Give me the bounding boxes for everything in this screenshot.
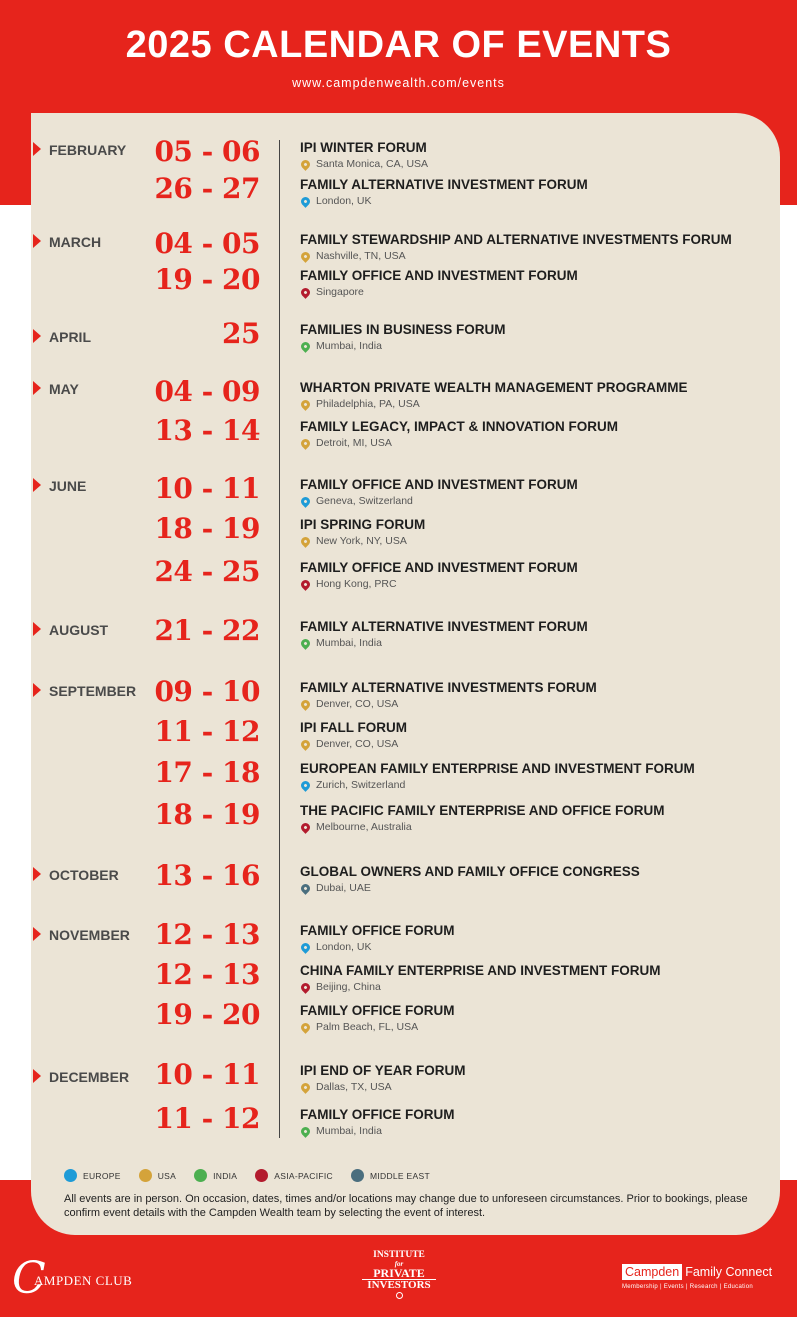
event-name: FAMILY OFFICE FORUM <box>300 923 455 938</box>
event-name: FAMILY LEGACY, IMPACT & INNOVATION FORUM <box>300 419 619 434</box>
campden-club-logo[interactable] <box>12 1255 172 1305</box>
event-date: 11 - 12 <box>154 715 260 748</box>
event-item[interactable] <box>300 177 770 208</box>
month-label: DECEMBER <box>49 1069 130 1085</box>
location-pin-icon <box>299 437 312 450</box>
location-pin-icon <box>299 578 312 591</box>
event-location-text: New York, NY, USA <box>316 535 407 547</box>
event-name: IPI WINTER FORUM <box>300 140 427 155</box>
event-item[interactable] <box>300 619 770 650</box>
month-arrow-icon <box>33 867 41 881</box>
month-label: APRIL <box>49 329 91 345</box>
location-pin-icon <box>299 981 312 994</box>
event-location-text: Melbourne, Australia <box>316 821 412 833</box>
event-item[interactable] <box>300 1003 770 1034</box>
family-connect-tagline: Membership | Events | Research | Education <box>622 1284 753 1290</box>
event-location <box>300 737 770 751</box>
ipi-logo-line: INVESTORS <box>367 1279 431 1291</box>
event-location-text: Santa Monica, CA, USA <box>316 158 429 170</box>
month-arrow-icon <box>33 478 41 492</box>
event-location-text: Geneva, Switzerland <box>316 495 413 507</box>
event-item[interactable] <box>300 680 770 711</box>
ipi-logo-line: PRIVATE <box>362 1268 436 1280</box>
event-name: IPI FALL FORUM <box>300 720 407 735</box>
location-pin-icon <box>299 821 312 834</box>
event-item[interactable] <box>300 477 770 508</box>
europe-dot-icon <box>64 1169 77 1182</box>
month-label: MARCH <box>49 234 102 250</box>
event-item[interactable] <box>300 560 770 591</box>
event-location <box>300 697 770 711</box>
event-location <box>300 940 770 954</box>
month-arrow-icon <box>33 622 41 636</box>
event-item[interactable] <box>300 322 770 353</box>
location-pin-icon <box>299 535 312 548</box>
event-date: 04 - 09 <box>154 375 260 408</box>
event-item[interactable] <box>300 380 770 411</box>
legend-item-europe <box>64 1169 121 1182</box>
event-date: 26 - 27 <box>154 172 260 205</box>
event-location <box>300 194 770 208</box>
event-name: FAMILY STEWARDSHIP AND ALTERNATIVE INVESTMENTS FORUM <box>300 232 732 247</box>
family-connect-logo[interactable] <box>622 1264 782 1290</box>
ipi-logo[interactable] <box>362 1250 436 1299</box>
legend-label: EUROPE <box>83 1170 121 1181</box>
event-date: 04 - 05 <box>154 227 260 260</box>
event-location-text: Dubai, UAE <box>316 882 371 894</box>
event-name: CHINA FAMILY ENTERPRISE AND INVESTMENT FORUM <box>300 963 661 978</box>
location-pin-icon <box>299 637 312 650</box>
location-pin-icon <box>299 1125 312 1138</box>
event-location-text: Denver, CO, USA <box>316 698 399 710</box>
event-location-text: Dallas, TX, USA <box>316 1081 392 1093</box>
location-pin-icon <box>299 779 312 792</box>
event-item[interactable] <box>300 1107 770 1138</box>
event-location-text: Nashville, TN, USA <box>316 250 406 262</box>
event-date: 19 - 20 <box>154 998 260 1031</box>
event-name: FAMILY ALTERNATIVE INVESTMENTS FORUM <box>300 680 597 695</box>
event-location <box>300 534 770 548</box>
event-item[interactable] <box>300 720 770 751</box>
ipi-logo-line: INSTITUTE <box>373 1250 425 1260</box>
event-location-text: Beijing, China <box>316 981 381 993</box>
event-item[interactable] <box>300 268 770 299</box>
event-item[interactable] <box>300 864 770 895</box>
campden-club-text: AMPDEN CLUB <box>34 1273 133 1288</box>
event-name: GLOBAL OWNERS AND FAMILY OFFICE CONGRESS <box>300 864 640 879</box>
event-name: FAMILY OFFICE AND INVESTMENT FORUM <box>300 477 578 492</box>
event-name: FAMILIES IN BUSINESS FORUM <box>300 322 506 337</box>
event-location-text: London, UK <box>316 195 372 207</box>
month-label: OCTOBER <box>49 867 119 883</box>
legend-label: MIDDLE EAST <box>369 1170 430 1181</box>
month-arrow-icon <box>33 381 41 395</box>
location-pin-icon <box>299 195 312 208</box>
event-item[interactable] <box>300 963 770 994</box>
column-divider <box>279 140 280 1138</box>
event-location <box>300 436 770 450</box>
location-pin-icon <box>299 1021 312 1034</box>
event-name: EUROPEAN FAMILY ENTERPRISE AND INVESTMENT FORUM <box>300 761 695 776</box>
location-pin-icon <box>299 340 312 353</box>
month-arrow-icon <box>33 234 41 248</box>
event-location-text: Zurich, Switzerland <box>316 779 406 791</box>
asia-pacific-dot-icon <box>255 1169 268 1182</box>
event-location-text: Hong Kong, PRC <box>316 578 397 590</box>
month-label: MAY <box>49 381 79 397</box>
event-location <box>300 980 770 994</box>
family-connect-name: Family Connect <box>685 1265 773 1279</box>
event-date: 10 - 11 <box>154 1058 260 1091</box>
event-date: 11 - 12 <box>154 1102 260 1135</box>
month-label: AUGUST <box>49 622 109 638</box>
event-name: IPI END OF YEAR FORUM <box>300 1063 466 1078</box>
middle-east-dot-icon <box>351 1169 364 1182</box>
event-date: 05 - 06 <box>154 135 260 168</box>
event-location-text: Palm Beach, FL, USA <box>316 1021 419 1033</box>
month-label: FEBRUARY <box>49 142 127 158</box>
month-label: SEPTEMBER <box>49 683 137 699</box>
location-pin-icon <box>299 286 312 299</box>
event-name: FAMILY OFFICE AND INVESTMENT FORUM <box>300 268 578 283</box>
event-location-text: Mumbai, India <box>316 637 382 649</box>
event-item[interactable] <box>300 923 770 954</box>
event-date: 21 - 22 <box>154 614 260 647</box>
event-location <box>300 285 770 299</box>
event-name: FAMILY ALTERNATIVE INVESTMENT FORUM <box>300 177 588 192</box>
location-pin-icon <box>299 398 312 411</box>
event-location <box>300 778 770 792</box>
event-location-text: London, UK <box>316 941 372 953</box>
location-pin-icon <box>299 941 312 954</box>
event-location-text: Denver, CO, USA <box>316 738 399 750</box>
disclaimer-text: All events are in person. On occasion, dates, times and/or locations may change due to unforeseen circumstances. Prior to bookings, please confirm event details with the Campden Wealth team by selecting the event of interest. <box>64 1193 748 1219</box>
event-location <box>300 636 770 650</box>
legend-item-usa <box>139 1169 176 1182</box>
event-name: FAMILY OFFICE AND INVESTMENT FORUM <box>300 560 578 575</box>
campden-club-initial: C <box>12 1253 46 1304</box>
event-location <box>300 1080 770 1094</box>
event-location <box>300 157 770 171</box>
event-date: 19 - 20 <box>154 263 260 296</box>
event-location <box>300 339 770 353</box>
event-item[interactable] <box>300 1063 770 1094</box>
events-url-link[interactable]: www.campdenwealth.com/events <box>292 76 505 90</box>
event-item[interactable] <box>300 517 770 548</box>
event-date: 12 - 13 <box>154 958 260 991</box>
event-location-text: Philadelphia, PA, USA <box>316 398 420 410</box>
event-location <box>300 397 770 411</box>
family-connect-wordmark <box>622 1264 782 1280</box>
month-label: NOVEMBER <box>49 927 130 943</box>
event-location <box>300 577 770 591</box>
event-item[interactable] <box>300 140 770 171</box>
month-arrow-icon <box>33 683 41 697</box>
event-location-text: Singapore <box>316 286 364 298</box>
legend-label: ASIA-PACIFIC <box>274 1170 333 1181</box>
month-arrow-icon <box>33 142 41 156</box>
event-date: 13 - 16 <box>154 859 260 892</box>
location-pin-icon <box>299 1081 312 1094</box>
event-item[interactable] <box>300 761 770 792</box>
family-connect-brand: Campden <box>622 1264 682 1280</box>
location-pin-icon <box>299 250 312 263</box>
event-date: 09 - 10 <box>154 675 260 708</box>
event-date: 13 - 14 <box>154 414 260 447</box>
event-location <box>300 494 770 508</box>
event-name: WHARTON PRIVATE WEALTH MANAGEMENT PROGRAMME <box>300 380 688 395</box>
event-location <box>300 249 770 263</box>
event-date: 18 - 19 <box>154 798 260 831</box>
location-pin-icon <box>299 495 312 508</box>
event-location-text: Detroit, MI, USA <box>316 437 392 449</box>
legend-label: USA <box>157 1170 177 1181</box>
page-title: 2025 CALENDAR OF EVENTS <box>125 24 672 66</box>
usa-dot-icon <box>139 1169 152 1182</box>
event-name: THE PACIFIC FAMILY ENTERPRISE AND OFFICE FORUM <box>300 803 665 818</box>
legend-item-asia-pacific <box>255 1169 333 1182</box>
india-dot-icon <box>194 1169 207 1182</box>
legend-item-india <box>194 1169 237 1182</box>
event-date: 24 - 25 <box>154 555 260 588</box>
event-item[interactable] <box>300 419 770 450</box>
event-name: FAMILY OFFICE FORUM <box>300 1107 455 1122</box>
event-location-text: Mumbai, India <box>316 340 382 352</box>
event-location <box>300 820 770 834</box>
event-item[interactable] <box>300 803 770 834</box>
event-name: IPI SPRING FORUM <box>300 517 426 532</box>
legend-item-middle-east <box>351 1169 430 1182</box>
event-item[interactable] <box>300 232 770 263</box>
month-label: JUNE <box>49 478 87 494</box>
event-name: FAMILY ALTERNATIVE INVESTMENT FORUM <box>300 619 588 634</box>
event-location <box>300 1124 770 1138</box>
event-date: 18 - 19 <box>154 512 260 545</box>
ipi-emblem-icon <box>396 1292 403 1299</box>
month-arrow-icon <box>33 927 41 941</box>
location-pin-icon <box>299 698 312 711</box>
event-location-text: Mumbai, India <box>316 1125 382 1137</box>
event-date: 10 - 11 <box>154 472 260 505</box>
month-arrow-icon <box>33 329 41 343</box>
location-pin-icon <box>299 738 312 751</box>
location-pin-icon <box>299 158 312 171</box>
region-legend <box>64 1169 448 1182</box>
event-location <box>300 1020 770 1034</box>
location-pin-icon <box>299 882 312 895</box>
legend-label: INDIA <box>213 1170 238 1181</box>
event-date: 25 <box>222 317 260 350</box>
event-date: 12 - 13 <box>154 918 260 951</box>
event-location <box>300 881 770 895</box>
event-date: 17 - 18 <box>154 756 260 789</box>
ipi-logo-line: for <box>394 1260 404 1268</box>
event-name: FAMILY OFFICE FORUM <box>300 1003 455 1018</box>
month-arrow-icon <box>33 1069 41 1083</box>
